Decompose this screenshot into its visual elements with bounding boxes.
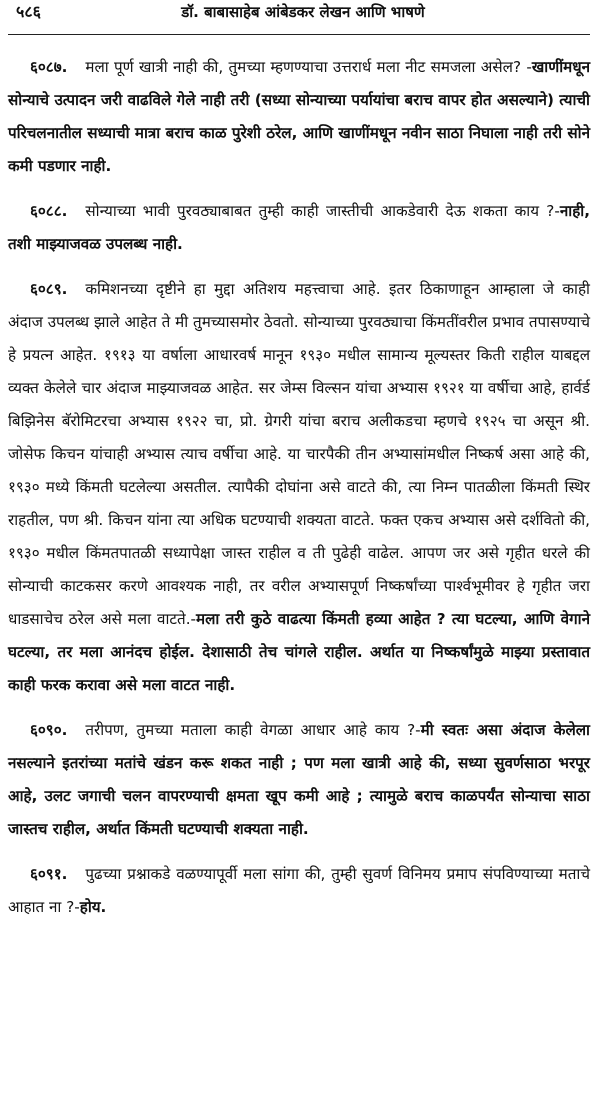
answer-text: खाणींमधून सोन्याचे उत्पादन जरी वाढविले गेले नाही तरी (सध्या सोन्याच्या पर्यायांचा बराच वापर होत असल्याने) त्याची परिचलनातील सध्याची मात्रा बराच काळ पुरेशी ठरेल, आणि खाणींमधून नवीन साठा निघाला नाही तरी सोने कमी पडणार नाही. xyxy=(8,58,590,175)
qa-paragraph-6087 xyxy=(8,51,590,183)
answer-text: नाही, तशी माझ्याजवळ उपलब्ध नाही. xyxy=(8,202,590,253)
answer-text: होय. xyxy=(79,898,107,916)
qa-paragraph-6090 xyxy=(8,714,590,846)
qa-paragraph-6091 xyxy=(8,858,590,924)
qa-paragraph-6088 xyxy=(8,195,590,261)
question-number: ६०८९. xyxy=(30,280,68,298)
question-number: ६०८७. xyxy=(30,58,68,76)
question-number: ६०९०. xyxy=(30,721,68,739)
question-text: तरीपण, तुमच्या मताला काही वेगळा आधार आहे काय ?- xyxy=(85,721,421,739)
question-number: ६०९१. xyxy=(30,865,68,883)
page-number: ५८६ xyxy=(16,2,41,21)
answer-text: मला तरी कुठे वाढत्या किंमती हव्या आहेत ? त्या घटल्या, आणि वेगाने घटल्या, तर मला आनंदच होईल. देशासाठी तेच चांगले राहील. अर्थात या निष्कर्षांमुळे माझ्या प्रस्तावात काही फरक करावा असे मला वाटत नाही. xyxy=(8,610,591,694)
question-number: ६०८८. xyxy=(30,202,68,220)
answer-text: मी स्वतः असा अंदाज केलेला नसल्याने इतरांच्या मतांचे खंडन करू शकत नाही ; पण मला खात्री आहे की, सध्या सुवर्णसाठा भरपूर आहे, उलट जगाची चलन वापरण्याची क्षमता खूप कमी आहे ; त्यामुळे बराच काळपर्यंत सोन्याचा साठा जास्तच राहील, अर्थात किंमती घटण्याची शक्यता नाही. xyxy=(8,721,590,838)
page-header xyxy=(8,0,590,35)
running-title: डॉ. बाबासाहेब आंबेडकर लेखन आणि भाषणे xyxy=(181,3,425,21)
question-text: पुढच्या प्रश्नाकडे वळण्यापूर्वी मला सांगा की, तुम्ही सुवर्ण विनिमय प्रमाप संपविण्याच्या मताचे आहात ना ?- xyxy=(8,865,590,916)
question-text: मला पूर्ण खात्री नाही की, तुमच्या म्हणण्याचा उत्तरार्ध मला नीट समजला असेल? - xyxy=(85,58,532,76)
question-text: कमिशनच्या दृष्टीने हा मुद्दा अतिशय महत्त्वाचा आहे. इतर ठिकाणाहून आम्हाला जे काही अंदाज उपलब्ध झाले आहेत ते मी तुमच्यासमोर ठेवतो. सोन्याच्या पुरवठ्याचा किंमतींवरील प्रभाव तपासण्याचे हे प्रयत्न आहेत. १९१३ या वर्षाला आधारवर्ष मानून १९३० मधील सामान्य मूल्यस्तर किती राहील याबद्दल व्यक्त केलेले चार अंदाज माझ्याजवळ आहेत. सर जेम्स विल्सन यांचा अभ्यास १९२१ या वर्षीचा आहे, हार्वर्ड बिझिनेस बॅरोमिटरचा अभ्यास १९२२ चा, प्रो. ग्रेगरी यांचा बराच अलीकडचा म्हणचे १९२५ चा असून श्री. जोसेफ किचन यांचाही अभ्यास त्याच वर्षीचा आहे. या चारपैकी तीन अभ्यासांमधील निष्कर्ष असा आहे की, १९३० मध्ये किंमती घटलेल्या असतील. त्यापैकी दोघांना असे वाटते की, त्या निम्न पातळीला किंमती स्थिर राहतील, पण श्री. किचन यांना त्या अधिक घटण्याची शक्यता वाटते. फक्त एकच अभ्यास असे दर्शवितो की, १९३० मधील किंमतपातळी सध्यापेक्षा जास्त राहील व ती पुढेही वाढेल. आपण जर असे गृहीत धरले की सोन्याची काटकसर करणे आवश्यक नाही, तर वरील अभ्यासपूर्ण निष्कर्षांच्या पार्श्वभूमीवर हे गृहीत जरा धाडसाचेच ठरेल असे मला वाटते.- xyxy=(8,280,590,628)
qa-paragraph-6089 xyxy=(8,273,590,702)
question-text: सोन्याच्या भावी पुरवठ्याबाबत तुम्ही काही जास्तीची आकडेवारी देऊ शकता काय ?- xyxy=(85,202,560,220)
